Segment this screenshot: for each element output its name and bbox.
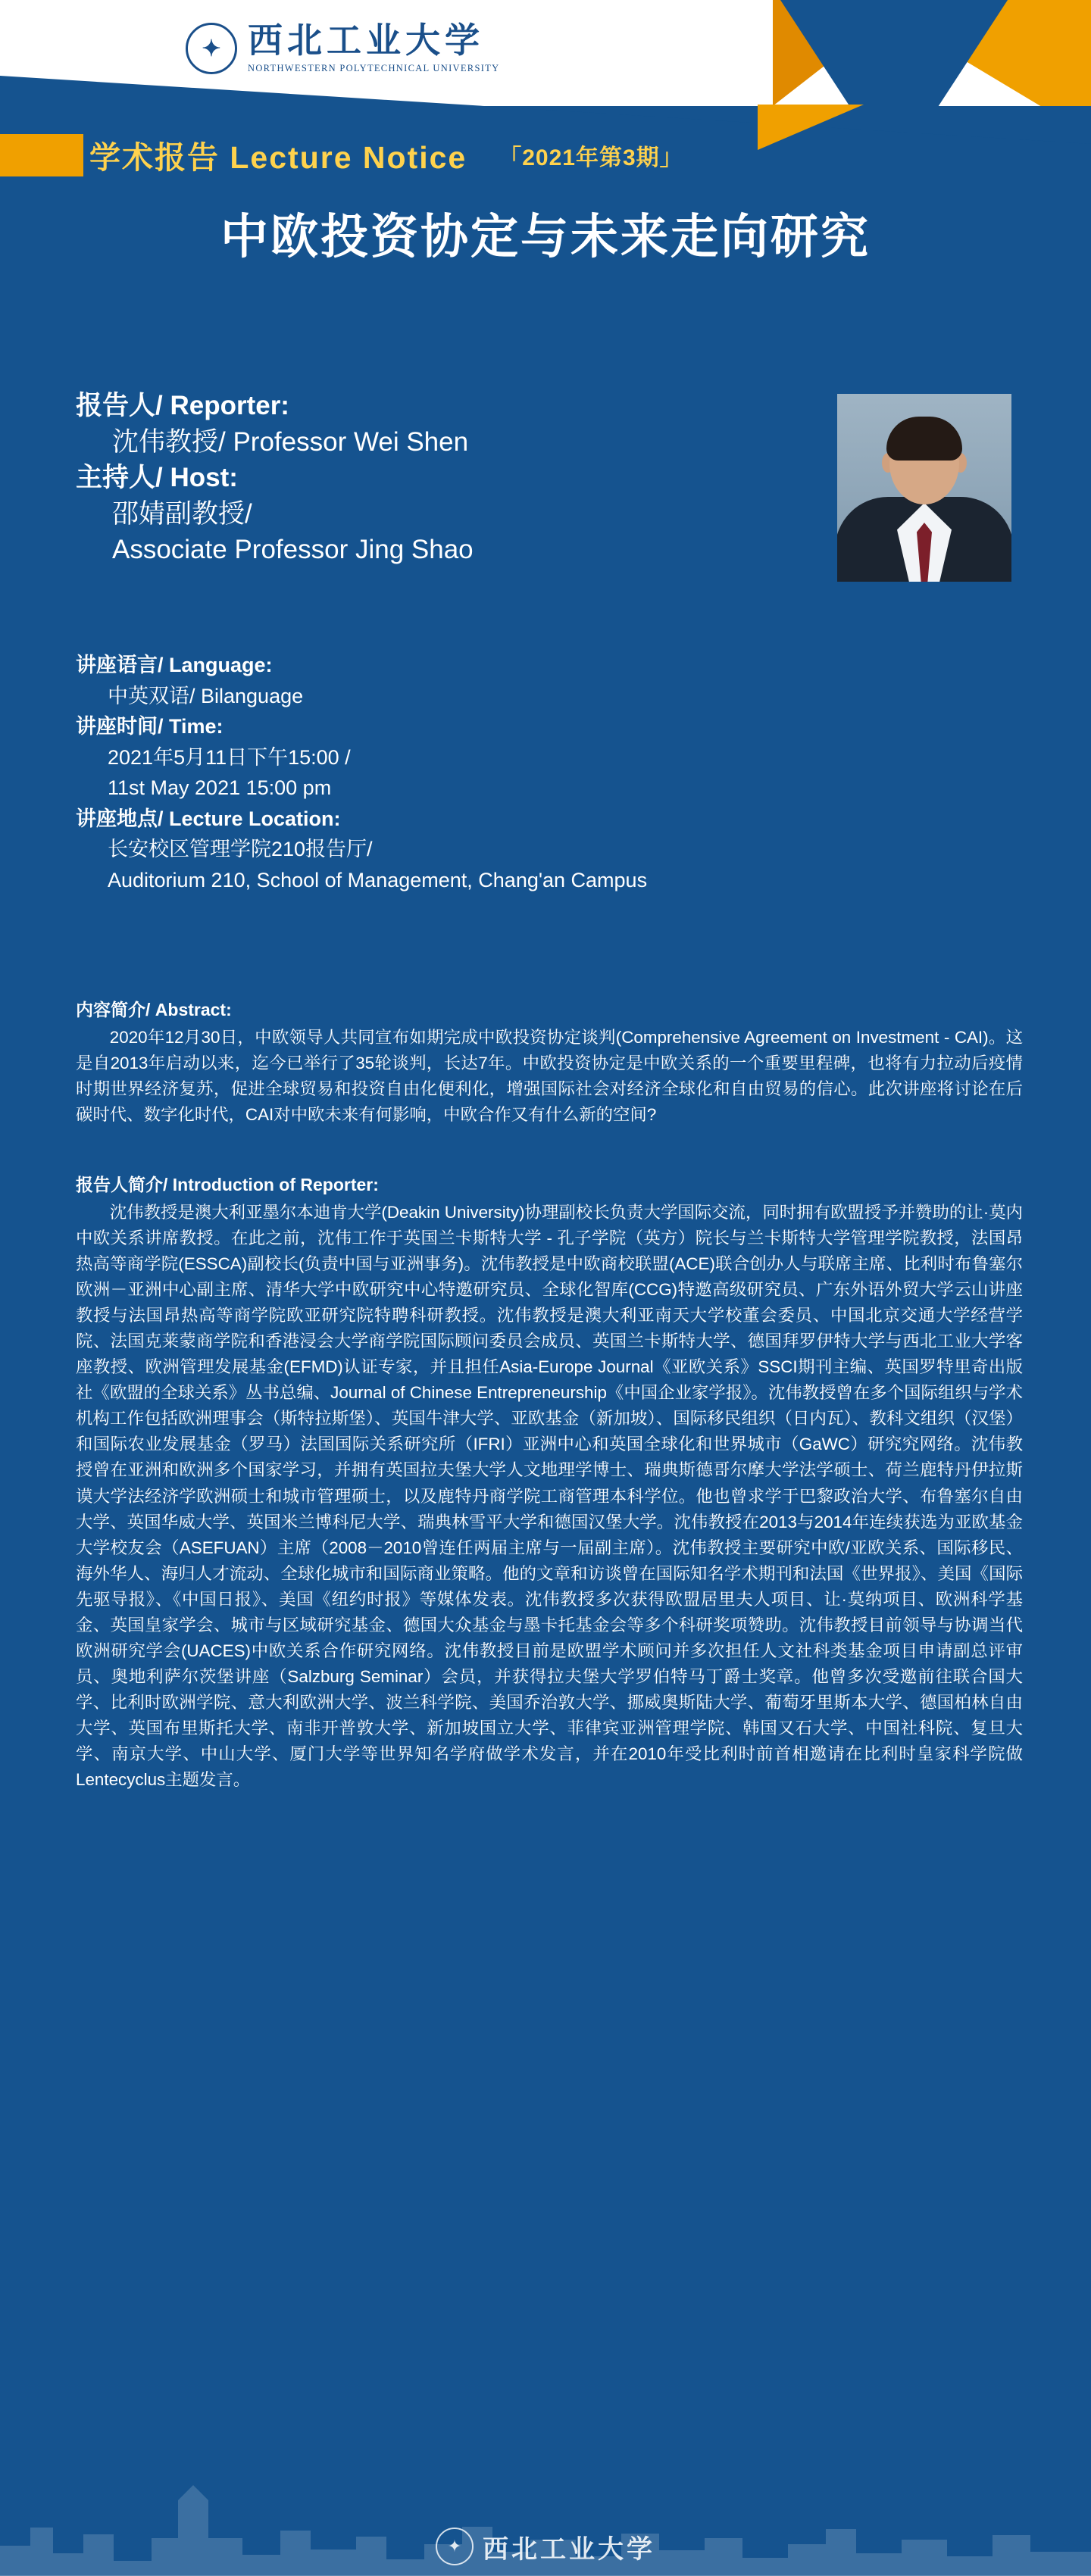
introduction-text: 沈伟教授是澳大利亚墨尔本迪肯大学(Deakin University)协理副校长负责大学国际交流，同时拥有欧盟授予并赞助的让·莫内中欧关系讲席教授。在此之前，沈伟工作于英国兰卡斯特大学 - 孔子学院（英方）院长与兰卡斯特大学管理学院教授，法国昂热高等商学院(ESSCA)副校长(负责中国与亚洲事务)。沈伟教授是中欧商校联盟(ACE)联合创办人与联席主席、比利时布鲁塞尔欧洲－亚洲中心副主席、清华大学中欧研究中心特邀研究员、全球化智库(CCG)特邀高级研究员、广东外语外贸大学云山讲座教授与法国昂热高等商学院欧亚研究院特聘科研教授。沈伟教授是澳大利亚南天大学校董会委员、中国北京交通大学经营学院、法国克莱蒙商学院和香港浸会大学商学院国际顾问委员会成员、英国兰卡斯特大学、德国拜罗伊特大学与西北工业大学客座教授、欧洲管理发展基金(EFMD)认证专家，并且担任Asia-Europe Journal《亚欧关系》SSCI期刊主编、英国罗特里奇出版社《欧盟的全球关系》丛书总编、Journal of Chinese Entrepreneurship《中国企业家学报》。沈伟教授曾在多个国际组织与学术机构工作包括欧洲理事会（斯特拉斯堡）、英国牛津大学、亚欧基金（新加坡）、国际移民组织（日内瓦）、教科文组织（汉堡）和国际农业发展基金（罗马）法国国际关系研究所（IFRI）亚洲中心和英国全球化和世界城市（GaWC）研究究网络。沈伟教授曾在亚洲和欧洲多个国家学习，并拥有英国拉夫堡大学人文地理学博士、瑞典斯德哥尔摩大学法学硕士、荷兰鹿特丹伊拉斯谟大学法经济学欧洲硕士和城市管理硕士，以及鹿特丹商学院工商管理本科学位。他也曾求学于巴黎政治大学、布鲁塞尔自由大学、英国华威大学、英国米兰博科尼大学、瑞典林雪平大学和德国汉堡大学。沈伟教授在2013与2014年连续获选为亚欧基金大学校友会（ASEFUAN）主席（2008－2010曾连任两届主席与一届副主席）。沈伟教授主要研究中欧/亚欧关系、国际移民、海外华人、海归人才流动、全球化城市和国际商业策略。他的文章和访谈曾在国际知名学术期刊和法国《世界报》、美国《国际先驱导报》、《中国日报》、美国《纽约时报》等媒体发表。沈伟教授多次获得欧盟居里夫人项目、让·莫纳项目、欧洲科学基金、英国皇家学会、城市与区域研究基金、德国大众基金与墨卡托基金会等多个科研奖项赞助。沈伟教授目前领导与协调当代欧洲研究学会(UACES)中欧关系合作研究网络。沈伟教授目前是欧盟学术顾问并多次担任人文社科类基金项目申请副总评审员、奥地利萨尔茨堡讲座（Salzburg Seminar）会员，并获得拉夫堡大学罗伯特马丁爵士奖章。他曾多次受邀前往联合国大学、比利时欧洲学院、意大利欧洲大学、波兰科学院、美国乔治敦大学、挪威奥斯陆大学、葡萄牙里斯本大学、德国柏林自由大学、英国布里斯托大学、南非开普敦大学、新加坡国立大学、菲律宾亚洲管理学院、韩国又石大学、中国社科院、复旦大学、南京大学、中山大学、厦门大学等世界知名学府做学术发言，并在2010年受比利时前首相邀请在比利时皇家科学院做 Lentecyclus主题发言。 <box>76 1203 1023 1790</box>
yellow-accent-bar <box>0 134 83 176</box>
language-value: 中英双语/ Bilanguage <box>108 684 304 707</box>
host-label: 主持人/ Host: <box>76 463 238 493</box>
abstract-text: 2020年12月30日，中欧领导人共同宣布如期完成中欧投资协定谈判(Comprehensive Agreement on Investment - CAI)。这是自2013年启动以来，迄今已举行了35轮谈判，长达7年。中欧投资协定是中欧关系的一个重要里程碑，也将有力拉动后疫情时期世界经济复苏，促进全球贸易和投资自由化便利化，增强国际社会对经济全球化和自由贸易的信心。此次讲座将讨论在后碳时代、数字化时代，CAI对中欧未来有何影响，中欧合作又有什么新的空间? <box>76 1028 1023 1125</box>
bottom-decoration <box>0 2432 1091 2576</box>
abstract-section <box>76 996 1023 1128</box>
introduction-section <box>76 1171 1023 1793</box>
time-value-cn: 2021年5月11日下午15:00 / <box>108 745 351 769</box>
university-name-en: NORTHWESTERN POLYTECHNICAL UNIVERSITY <box>248 62 500 73</box>
reporter-label: 报告人/ Reporter: <box>76 391 289 420</box>
host-name-cn: 邵婧副教授/ <box>112 498 252 529</box>
page-title: 中欧投资协定与未来走向研究 <box>220 211 871 264</box>
language-label: 讲座语言/ Language: <box>76 654 273 676</box>
footer-university-name: 西北工业大学 <box>483 2535 655 2564</box>
university-name-cn: 西北工业大学 <box>248 20 484 60</box>
footer-emblem-icon: ✦ <box>436 2528 474 2565</box>
lecture-notice-label: 学术报告 Lecture Notice <box>89 140 467 175</box>
location-value-cn: 长安校区管理学院210报告厅/ <box>108 838 373 860</box>
time-value-en: 11st May 2021 15:00 pm <box>108 776 332 799</box>
location-value-en: Auditorium 210, School of Management, Chang'an Campus <box>108 868 648 891</box>
reporter-block <box>76 388 697 568</box>
issue-number: 「2021年第3期」 <box>499 145 683 170</box>
host-name-en: Associate Professor Jing Shao <box>112 535 474 565</box>
university-logo <box>186 20 500 74</box>
reporter-name: 沈伟教授/ Professor Wei Shen <box>112 426 469 457</box>
lecture-info-block <box>76 650 1015 895</box>
university-emblem-icon: ✦ <box>186 23 237 74</box>
lecture-notice-header <box>0 133 1091 177</box>
introduction-heading: 报告人简介/ Introduction of Reporter: <box>76 1175 379 1194</box>
reporter-photo <box>837 394 1011 582</box>
location-label: 讲座地点/ Lecture Location: <box>76 807 341 830</box>
abstract-heading: 内容简介/ Abstract: <box>76 1000 232 1019</box>
time-label: 讲座时间/ Time: <box>76 715 224 738</box>
footer-logo <box>436 2528 655 2565</box>
